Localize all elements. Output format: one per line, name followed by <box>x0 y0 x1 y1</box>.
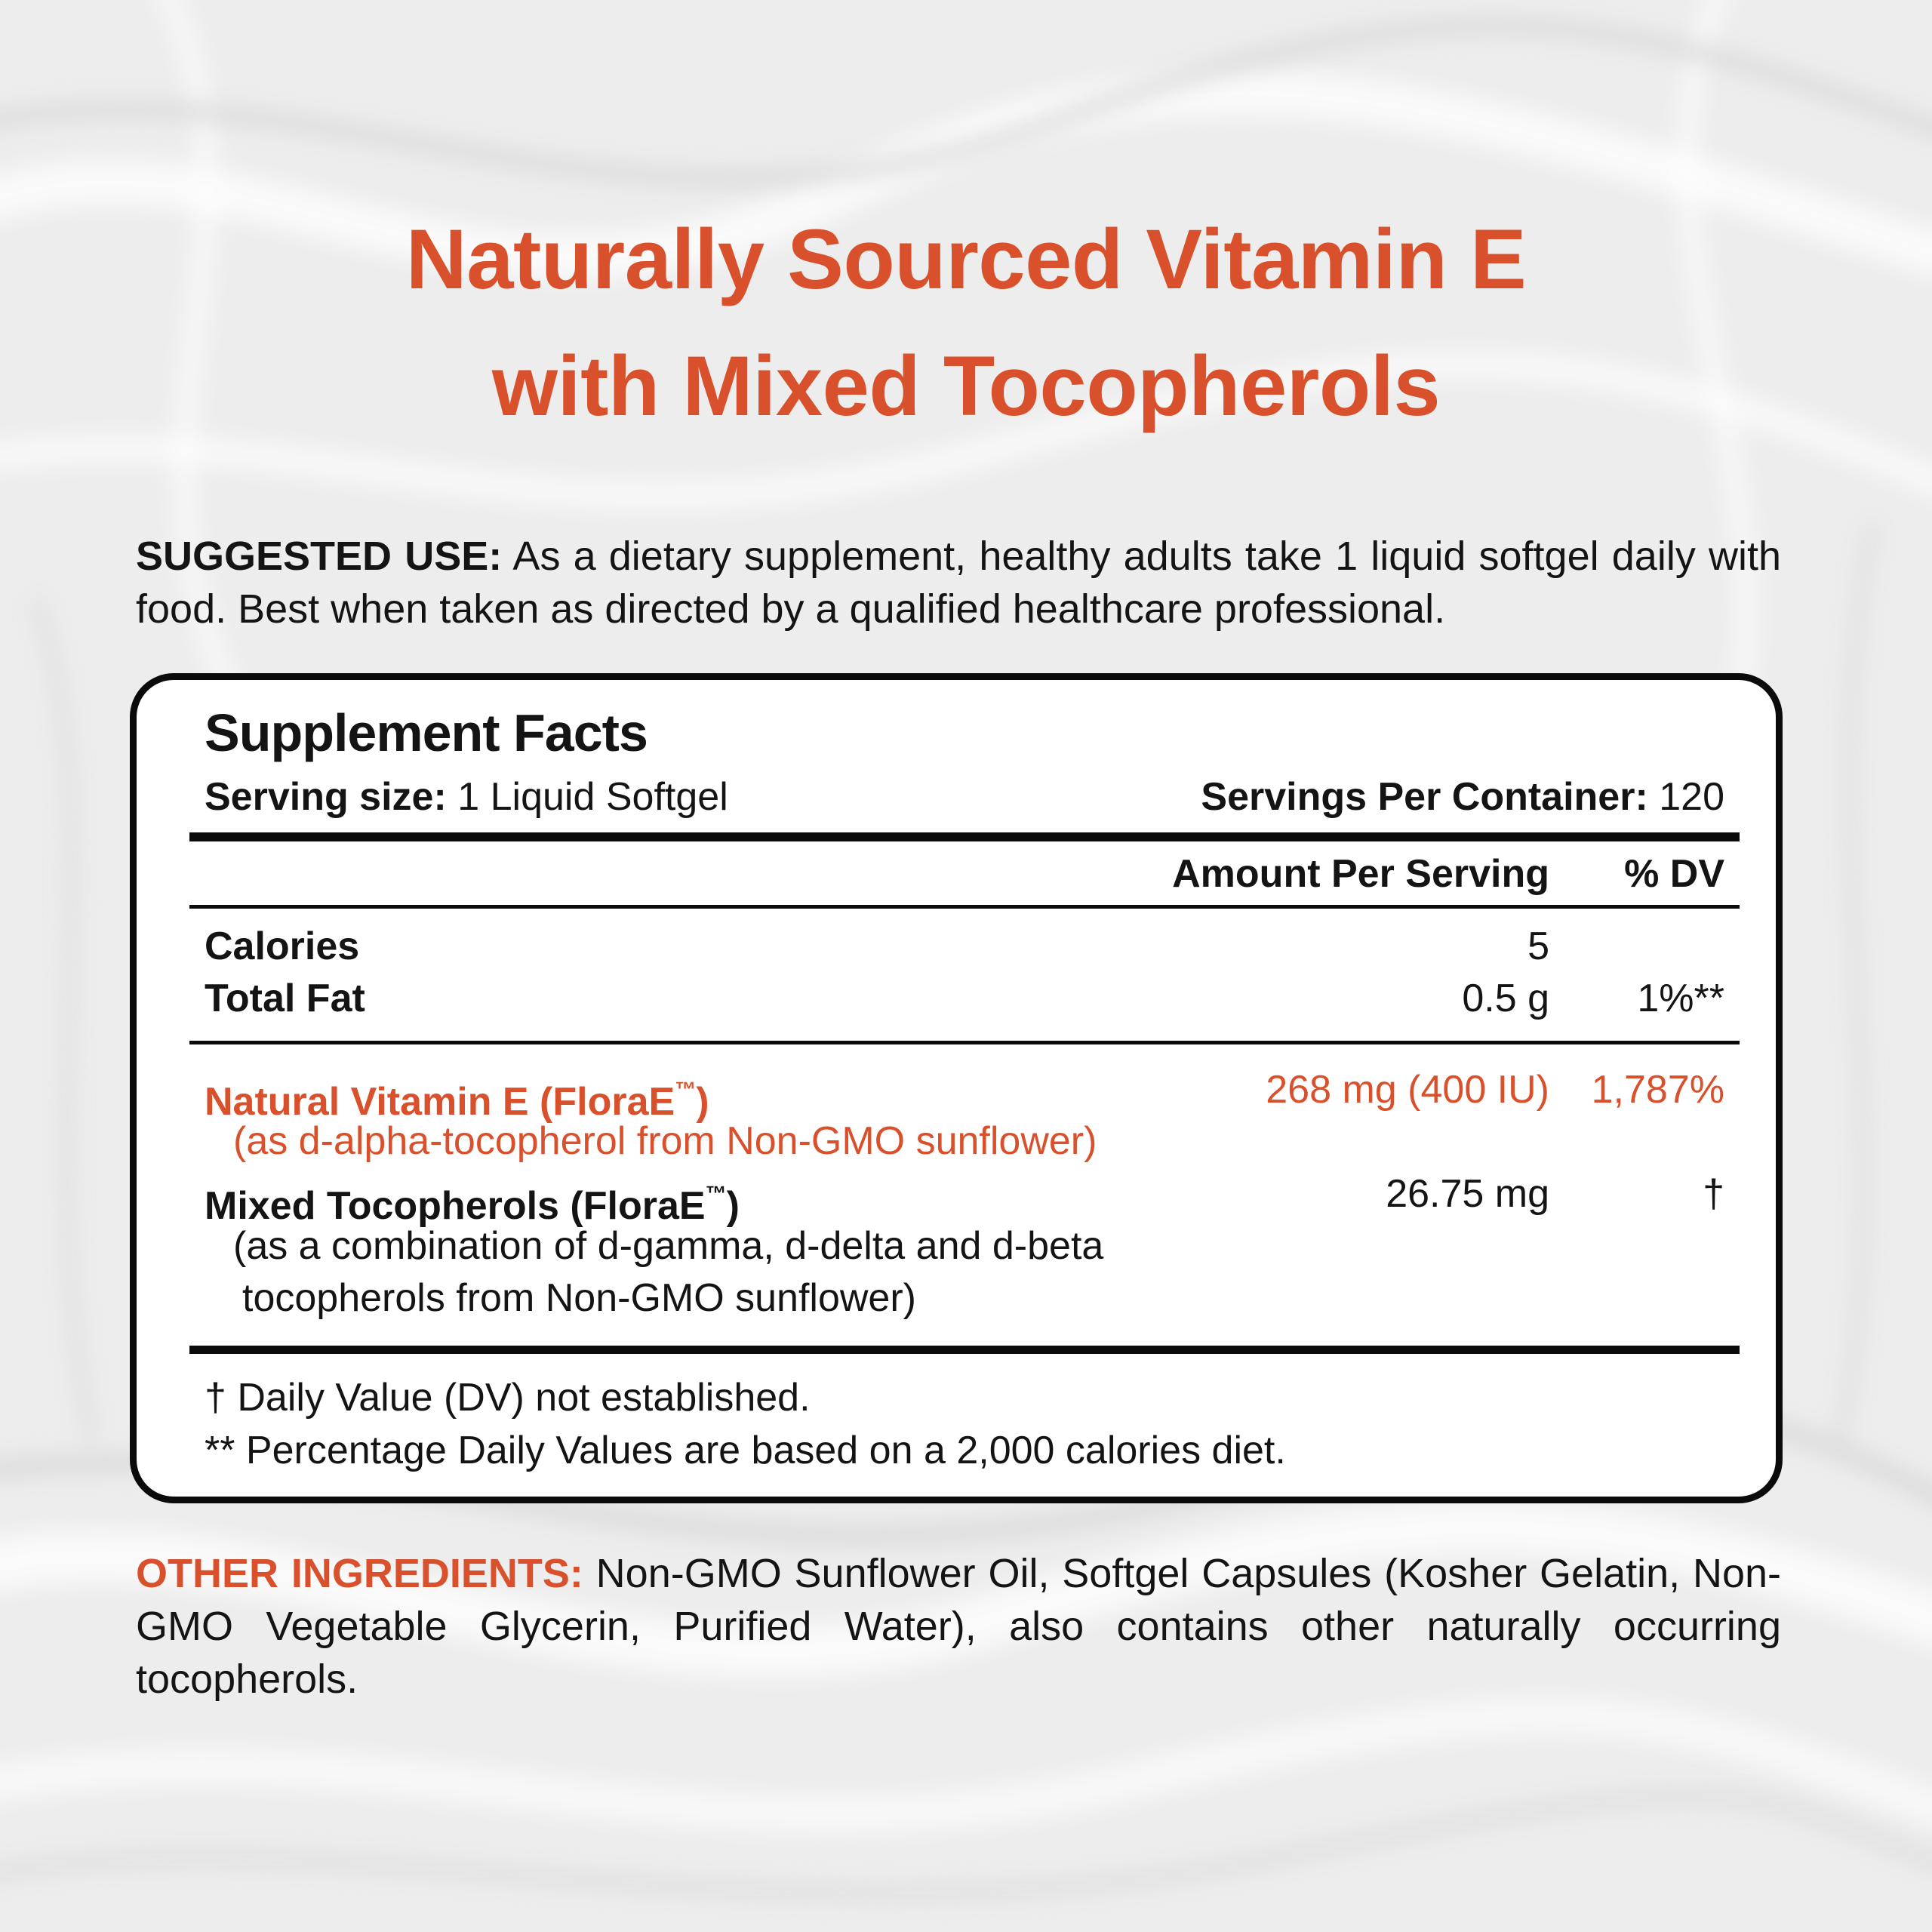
suggested-use-paragraph <box>136 530 1781 635</box>
calories-amount: 5 <box>1527 924 1549 968</box>
page-title <box>136 196 1796 450</box>
mixed-tocopherols-name: Mixed Tocopherols (FloraE <box>205 1184 706 1228</box>
vitamin-e-close: ) <box>696 1080 709 1124</box>
servings-per-container-label: Servings Per Container: <box>1201 775 1648 819</box>
title-line-2: with Mixed Tocopherols <box>491 339 1441 433</box>
mixed-tocopherols-trademark: ™ <box>705 1182 727 1205</box>
serving-size-value: 1 Liquid Softgel <box>457 775 728 819</box>
total-fat-amount: 0.5 g <box>1462 977 1549 1020</box>
other-ingredients-text: Non-GMO Sunflower Oil, Softgel Capsules (Kosher Gelatin, Non-GMO Vegetable Glycerin, Purified Water), also contains other naturally occurring tocopherols. <box>136 1551 1781 1702</box>
vitamin-e-trademark: ™ <box>675 1078 697 1101</box>
servings-per-container-value: 120 <box>1659 775 1724 819</box>
amount-per-serving-header: Amount Per Serving <box>1172 852 1549 896</box>
vitamin-e-dv: 1,787% <box>1591 1068 1724 1112</box>
mixed-tocopherols-dv: † <box>1703 1172 1724 1216</box>
other-ingredients-paragraph <box>136 1547 1781 1706</box>
mixed-tocopherols-close: ) <box>726 1184 740 1228</box>
thick-divider <box>189 832 1740 841</box>
total-fat-dv: 1%** <box>1637 977 1724 1020</box>
mixed-tocopherols-source-line-1: (as a combination of d-gamma, d-delta and d-beta <box>233 1224 1104 1268</box>
footnote-percentage-daily-values: ** Percentage Daily Values are based on a 2,000 calories diet. <box>205 1429 1286 1472</box>
vitamin-e-name: Natural Vitamin E (FloraE <box>205 1080 675 1124</box>
mixed-tocopherols-amount: 26.75 mg <box>1386 1172 1549 1216</box>
dv-header: % DV <box>1624 852 1724 896</box>
suggested-use-text: As a dietary supplement, healthy adults take 1 liquid softgel daily with food. Best when taken as directed by a qualified healthcare professional. <box>136 534 1782 632</box>
other-ingredients-label: OTHER INGREDIENTS: <box>136 1551 583 1596</box>
calories-label: Calories <box>205 924 360 968</box>
servings-per-container <box>1201 772 1724 822</box>
serving-size-label: Serving size: <box>205 775 447 819</box>
thin-divider <box>189 1041 1740 1044</box>
vitamin-e-amount: 268 mg (400 IU) <box>1266 1068 1549 1112</box>
footnote-dv-not-established: † Daily Value (DV) not established. <box>205 1376 811 1420</box>
vitamin-e-source: (as d-alpha-tocopherol from Non-GMO sunflower) <box>233 1119 1097 1163</box>
serving-size <box>205 772 728 822</box>
thick-divider <box>189 1346 1740 1354</box>
supplement-facts-panel <box>130 673 1783 1503</box>
thin-divider <box>189 905 1740 909</box>
suggested-use-label: SUGGESTED USE: <box>136 534 503 579</box>
supplement-facts-heading: Supplement Facts <box>205 703 648 762</box>
mixed-tocopherols-source-line-2: tocopherols from Non-GMO sunflower) <box>242 1276 916 1320</box>
title-line-1: Naturally Sourced Vitamin E <box>405 212 1527 306</box>
total-fat-label: Total Fat <box>205 977 365 1020</box>
